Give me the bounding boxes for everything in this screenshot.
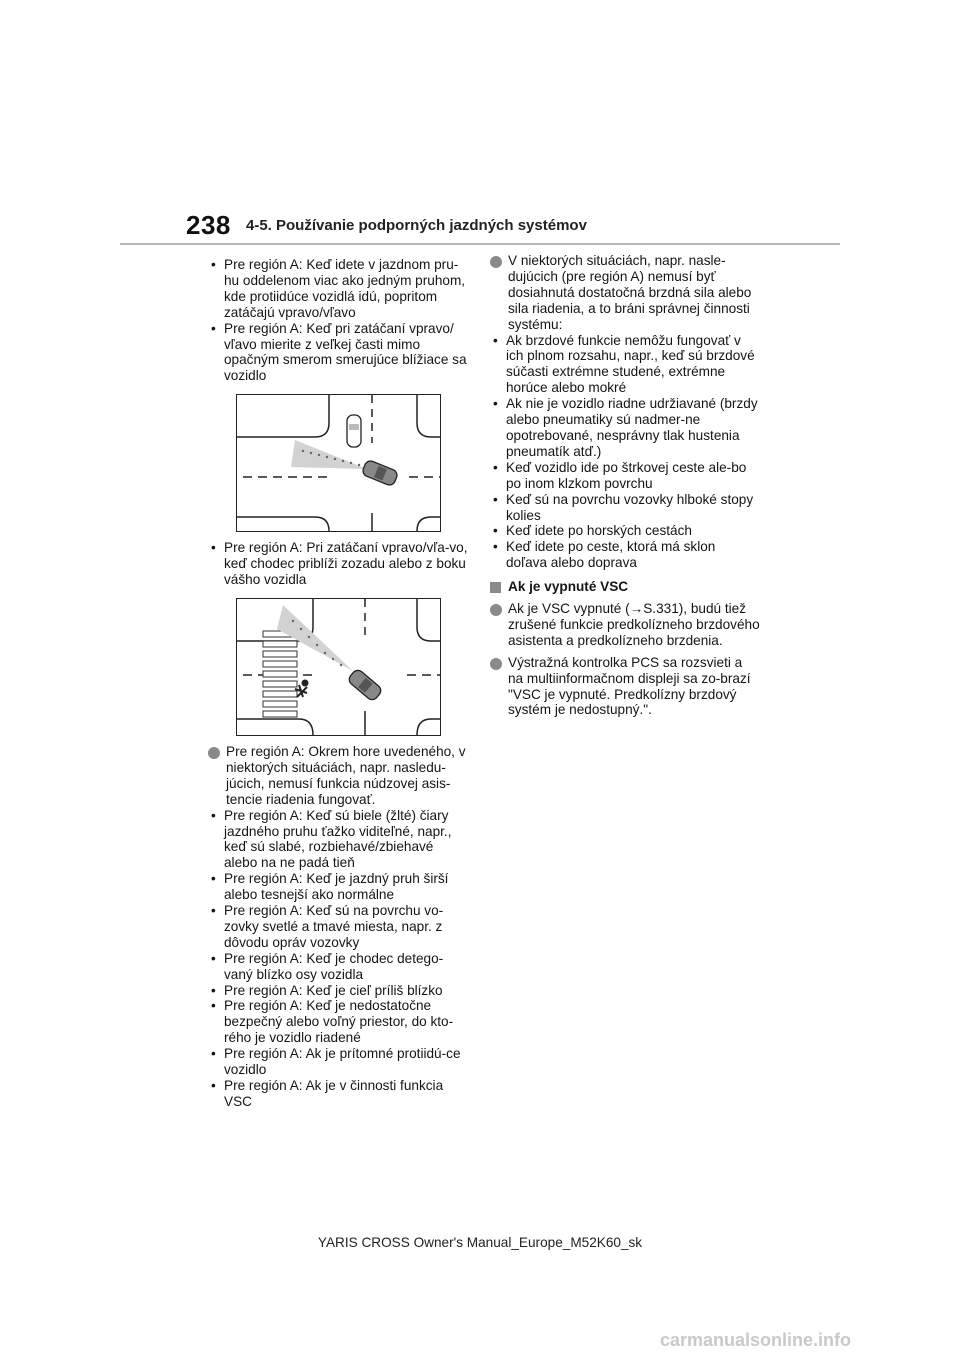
circle-bullet-icon bbox=[490, 604, 502, 616]
page-footer: YARIS CROSS Owner's Manual_Europe_M52K60_sk bbox=[317, 1235, 643, 1250]
list-item: • Pre región A: Keď je cieľ príliš blízko bbox=[208, 983, 470, 999]
list-item: • Keď vozidlo ide po štrkovej ceste ale-bo po inom klzkom povrchu bbox=[490, 460, 760, 492]
list-item: • Pre región A: Keď sú biele (žlté) čiary jazdného pruhu ťažko viditeľné, napr., keď sú slabé, rozbiehavé/zbiehavé alebo na ne padá tieň bbox=[208, 808, 470, 872]
list-item: • Keď idete po horských cestách bbox=[490, 523, 760, 539]
subheading bbox=[490, 579, 760, 595]
list-item: • Ak nie je vozidlo riadne udržiavané (brzdy alebo pneumatiky sú nadmer-ne opotrebované, nesprávny tlak hustenia pneumatík atď.) bbox=[490, 396, 760, 460]
subheading-text: Ak je vypnuté VSC bbox=[508, 579, 629, 595]
list-item: • Pre región A: Keď je chodec detego-vaný blízko osy vozidla bbox=[208, 951, 470, 983]
list-item: • Keď idete po ceste, ktorá má sklon doľava alebo doprava bbox=[490, 539, 760, 571]
list-item: • Pre región A: Keď sú na povrchu vo-zovky svetlé a tmavé miesta, napr. z dôvodu opráv vozovky bbox=[208, 903, 470, 951]
circle-bullet-icon bbox=[208, 747, 220, 759]
page-number: 238 bbox=[186, 210, 231, 240]
illustration-pedestrian bbox=[236, 598, 441, 736]
header-rule bbox=[120, 243, 840, 245]
circle-item-text: Výstražná kontrolka PCS sa rozsvieti a na multiinformačnom displeji sa zo-brazí "VSC je vypnuté. Predkolízny brzdový systém je nedostupný.". bbox=[508, 654, 751, 718]
list-item: • Pre región A: Ak je v činnosti funkcia VSC bbox=[208, 1078, 470, 1110]
list-item: • Pre región A: Keď idete v jazdnom pru-hu oddelenom viac ako jedným pruhom, kde protiidúce vozidlá idú, popritom zatáčajú vpravo/vľavo bbox=[208, 257, 470, 321]
circle-list-item bbox=[490, 655, 760, 719]
list-item: • Pre región A: Ak je prítomné protiidú-ce vozidlo bbox=[208, 1046, 470, 1078]
right-column bbox=[490, 253, 760, 718]
circle-list-item bbox=[490, 253, 760, 333]
circle-bullet-icon bbox=[490, 256, 502, 268]
list-item: • Keď sú na povrchu vozovky hlboké stopy kolies bbox=[490, 492, 760, 524]
circle-list-item bbox=[208, 744, 470, 808]
list-item: • Pre región A: Pri zatáčaní vpravo/vľa-vo, keď chodec priblíži zozadu alebo z boku vášho vozidla bbox=[208, 540, 470, 588]
intersection-diagram-2 bbox=[237, 599, 440, 735]
section-title: 4-5. Používanie podporných jazdných systémov bbox=[246, 217, 587, 234]
list-item: • Pre región A: Keď pri zatáčaní vpravo/ vľavo mierite z veľkej časti mimo opačným smerom smerujúce blížiace sa vozidlo bbox=[208, 321, 470, 385]
circle-item-text: Ak je VSC vypnuté (→S.331), budú tiež zrušené funkcie predkolízneho brzdového asistenta a predkolízneho brzdenia. bbox=[508, 601, 760, 648]
circle-bullet-icon bbox=[490, 658, 502, 670]
intersection-diagram-1 bbox=[237, 395, 440, 531]
list-item: • Ak brzdové funkcie nemôžu fungovať v ich plnom rozsahu, napr., keď sú brzdové súčasti extrémne studené, extrémne horúce alebo mokré bbox=[490, 333, 760, 397]
left-column bbox=[208, 257, 470, 1110]
circle-list-item bbox=[490, 601, 760, 649]
square-bullet-icon bbox=[490, 582, 501, 593]
illustration-oncoming-vehicle bbox=[236, 394, 441, 532]
watermark: carmanualsonline.info bbox=[660, 1330, 852, 1350]
circle-item-text: Pre región A: Okrem hore uvedeného, v niektorých situáciách, napr. nasledu-júcich, nemusí funkcia núdzovej asis-tencie riadenia fungovať. bbox=[226, 743, 466, 807]
list-item: • Pre región A: Keď je nedostatočne bezpečný alebo voľný priestor, do kto-rého je vozidlo riadené bbox=[208, 998, 470, 1046]
list-item: • Pre región A: Keď je jazdný pruh širší alebo tesnejší ako normálne bbox=[208, 871, 470, 903]
page-header bbox=[0, 0, 960, 250]
circle-item-text: V niektorých situáciách, napr. nasle-dujúcich (pre región A) nemusí byť dosiahnutá dostatočná brzdná sila alebo sila riadenia, a to bráni správnej činnosti systému: bbox=[508, 253, 752, 332]
